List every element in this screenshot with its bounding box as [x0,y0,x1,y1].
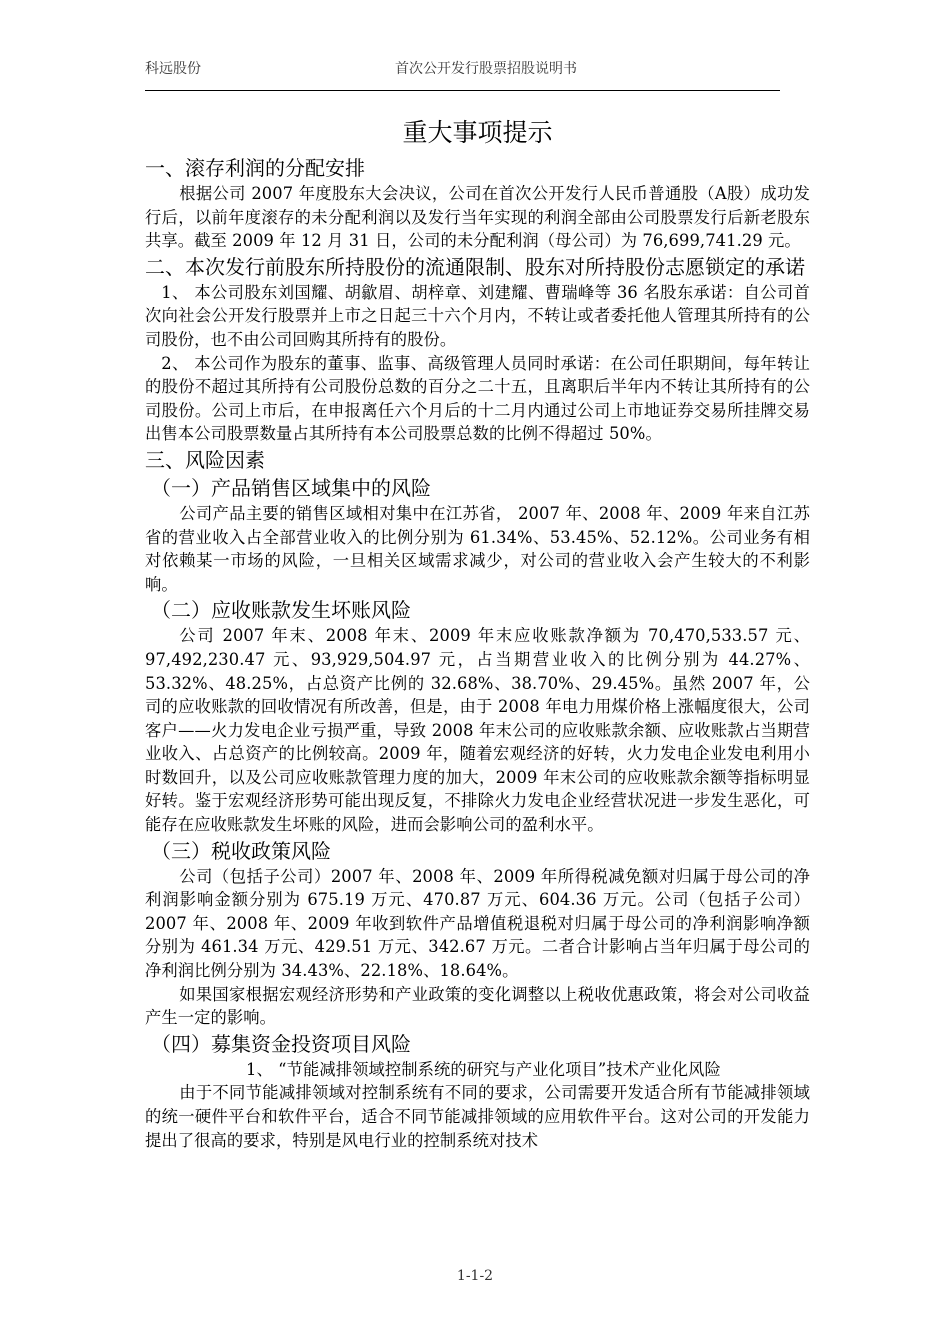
section-heading-1: 一、滚存利润的分配安排 [145,156,365,180]
subsection-3-1-paragraph-1: 公司产品主要的销售区域相对集中在江苏省， 2007 年、2008 年、2009 年来自江苏省的营业收入占全部营业收入的比例分别为 61.34%、53.45%、52.12%。公司业务有相对依赖某一市场的风险，一旦相关区域需求减少，对公司的营业收入会产生较大的不利影响。 [145,503,810,594]
subsection-3-4-item-1: 1、 “节能减排领域控制系统的研究与产业化项目”技术产业化风险 [246,1059,721,1079]
page-number: 1-1-2 [456,1268,494,1284]
subsection-3-2-paragraph-1: 公司 2007 年末、2008 年末、2009 年末应收账款净额为 70,470,533.57 元、97,492,230.47 元、93,929,504.97 元，占当期营业收入的比例分别为 44.27%、53.32%、48.25%，占总资产比例的 32.68%、38.70%、29.45%。虽然 2007 年，公司的应收账款的回收情况有所改善，但是，由于 2008 年电力用煤价格上涨幅度很大，公司客户——火力发电企业亏损严重，导致 2008 年末公司的应收账款余额、应收账款占当期营业收入、占总资产的比例较高。2009 年，随着宏观经济的好转，火力发电企业发电利用小时数回升，以及公司应收账款管理力度的加大，2009 年末公司的应收账款余额等指标明显好转。鉴于宏观经济形势可能出现反复，不排除火力发电企业经营状况进一步发生恶化，可能存在应收账款发生坏账的风险，进而会影响公司的盈利水平。 [145,626,810,835]
section-heading-3: 三、风险因素 [145,447,265,472]
subsection-heading-3-1: （一）产品销售区域集中的风险 [151,475,431,500]
header-company: 科远股份 [145,61,201,77]
section-2-paragraph-2: 2、 本公司作为股东的董事、监事、高级管理人员同时承诺：在公司任职期间，每年转让的股份不超过其所持有公司股份总数的百分之二十五，且离职后半年内不转让其所持有的公司股份。公司上市后，在申报离任六个月后的十二月内通过公司上市地证券交易所挂牌交易出售本公司股票数量占其所持有本公司股票总数的比例不得超过 50%。 [145,353,810,444]
subsection-heading-3-3: （三）税收政策风险 [151,838,331,863]
page-header [145,58,780,91]
subsection-3-3-paragraph-2: 如果国家根据宏观经济形势和产业政策的变化调整以上税收优惠政策，将会对公司收益产生一定的影响。 [145,984,810,1028]
document-body [145,112,810,1152]
subsection-heading-3-4: （四）募集资金投资项目风险 [151,1031,411,1056]
section-1-paragraph-1: 根据公司 2007 年度股东大会决议，公司在首次公开发行人民币普通股（A股）成功发行后，以前年度滚存的未分配利润以及发行当年实现的利润全部由公司股票发行后新老股东共享。截至 2009 年 12 月 31 日，公司的未分配利润（母公司）为 76,699,741.29 元。 [145,184,810,251]
subsection-3-4-paragraph-1: 由于不同节能减排领域对控制系统有不同的要求，公司需要开发适合所有节能减排领域的统一硬件平台和软件平台，适合不同节能减排领域的应用软件平台。这对公司的开发能力提出了很高的要求，特别是风电行业的控制系统对技术 [145,1083,810,1150]
section-2-paragraph-1: 1、 本公司股东刘国耀、胡歙眉、胡梓章、刘建耀、曹瑞峰等 36 名股东承诺：自公司首次向社会公开发行股票并上市之日起三十六个月内，不转让或者委托他人管理其所持有的公司股份，也不由公司回购其所持有的股份。 [145,282,810,349]
page-title: 重大事项提示 [402,118,553,147]
section-heading-2: 二、本次发行前股东所持股份的流通限制、股东对所持股份志愿锁定的承诺 [145,254,805,279]
subsection-heading-3-2: （二）应收账款发生坏账风险 [151,598,411,623]
subsection-3-3-paragraph-1: 公司（包括子公司）2007 年、2008 年、2009 年所得税减免额对归属于母公司的净利润影响金额分别为 675.19 万元、470.87 万元、604.36 万元。公司（包括子公司）2007 年、2008 年、2009 年收到软件产品增值税退税对归属于母公司的净利润影响净额分别为 461.34 万元、429.51 万元、342.67 万元。二者合计影响占当年归属于母公司的净利润比例分别为 34.43%、22.18%、18.64%。 [145,866,810,981]
header-doc-title: 首次公开发行股票招股说明书 [395,61,577,77]
